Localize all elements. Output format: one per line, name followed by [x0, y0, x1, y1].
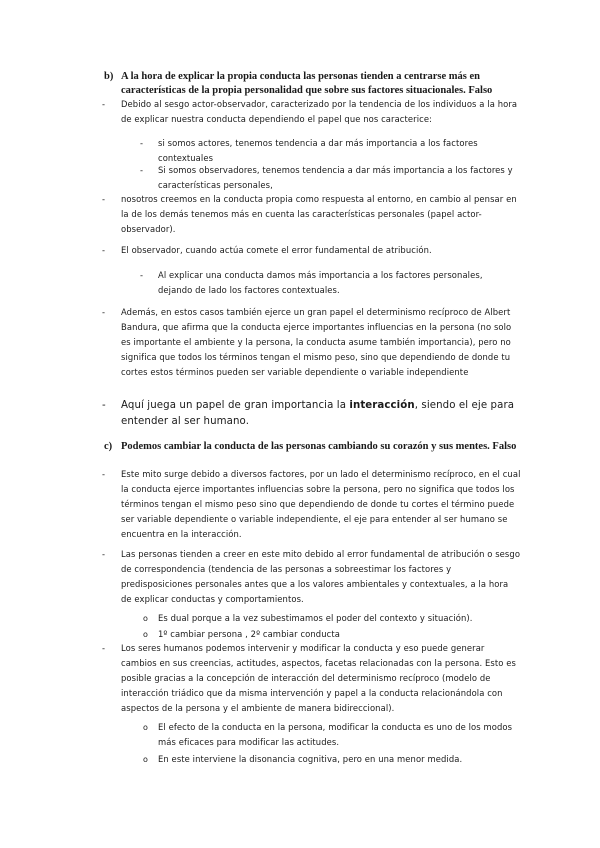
circle-bullet-text: Es dual porque a la vez subestimamos el poder del contexto y situación).	[158, 613, 473, 623]
dash-marker: -	[102, 400, 106, 411]
dash-marker: -	[102, 549, 106, 559]
section-b-heading-text: A la hora de explicar la propia conducta las personas tienden a centrarse más en características de la propia personalidad que sobre sus factores situacionales. Falso	[121, 71, 493, 96]
paragraph-text: El observador, cuando actúa comete el error fundamental de atribución.	[121, 245, 432, 255]
paragraph-text: Los seres humanos podemos intervenir y modificar la conducta y eso puede generar cambios en sus creencias, actitudes, aspectos, facetas relacionadas con la persona. Esto es posible gracias a la concepción de interacción del determinismo recíproco (modelo de interacción triádico que da misma intervención y papel a la conducta relacionándola con aspectos de la persona y el ambiente de manera bidireccional).	[121, 643, 516, 713]
sub-bullet-text: Si somos observadores, tenemos tendencia a dar más importancia a los factores y características personales,	[158, 165, 513, 190]
bold-term: interacción	[349, 400, 415, 411]
circle-marker: o	[143, 614, 148, 623]
paragraph-text: Debido al sesgo actor-observador, caracterizado por la tendencia de los individuos a la hora de explicar nuestra conducta dependiendo el papel que nos caracterice:	[121, 99, 518, 124]
circle-marker: o	[143, 723, 148, 732]
section-c-marker: c)	[104, 441, 113, 452]
text-span: , siendo el eje para entender al ser humano.	[121, 400, 515, 427]
dash-marker: -	[102, 99, 106, 109]
section-b-marker: b)	[104, 71, 114, 82]
text-span: Aquí juega un papel de gran importancia la	[121, 400, 350, 411]
circle-marker: o	[143, 630, 148, 639]
sub-bullet-text: Al explicar una conducta damos más importancia a los factores personales, dejando de lado los factores contextuales.	[158, 270, 483, 295]
paragraph-text	[121, 398, 521, 430]
paragraph-text: Este mito surge debido a diversos factores, por un lado el determinismo recíproco, en el cual la conducta ejerce importantes influencias sobre la persona, pero no significa que todos los términos tengan el mismo peso sino que dependiendo de donde tu cortes el término puede ser variable dependiente o variable independiente, el eje para entender al ser humano se encuentra en la interacción.	[121, 469, 521, 539]
circle-marker: o	[143, 755, 148, 764]
circle-bullet-text: El efecto de la conducta en la persona, modificar la conducta es uno de los modos más eficaces para modificar las actitudes.	[158, 722, 513, 747]
section-c-heading-text: Podemos cambiar la conducta de las personas cambiando su corazón y sus mentes. Falso	[121, 441, 517, 452]
dash-marker: -	[102, 245, 106, 255]
sub-bullet-text: si somos actores, tenemos tendencia a dar más importancia a los factores contextuales	[158, 138, 478, 163]
dash-marker: -	[140, 270, 144, 280]
dash-marker: -	[102, 469, 106, 479]
paragraph-text: Las personas tienden a creer en este mito debido al error fundamental de atribución o sesgo de correspondencia (tendencia de las personas a sobreestimar los factores y predisposiciones personales antes que a los valores ambientales y contextuales, a la hora de explicar conductas y comportamientos.	[121, 549, 521, 604]
dash-marker: -	[102, 307, 106, 317]
circle-bullet-text: 1º cambiar persona , 2º cambiar conducta	[158, 629, 340, 639]
dash-marker: -	[102, 643, 106, 653]
paragraph-text: Además, en estos casos también ejerce un gran papel el determinismo recíproco de Albert Bandura, que afirma que la conducta ejerce importantes influencias en la persona (no solo es importante el ambiente y la persona, la conducta asume también importancia), pero no significa que todos los términos tengan el mismo peso, sino que dependiendo de donde tu cortes estos términos pueden ser variable dependiente o variable independiente	[121, 307, 512, 377]
dash-marker: -	[140, 165, 144, 175]
circle-bullet-text: En este interviene la disonancia cognitiva, pero en una menor medida.	[158, 754, 463, 764]
dash-marker: -	[102, 194, 106, 204]
dash-marker: -	[140, 138, 144, 148]
paragraph-text: nosotros creemos en la conducta propia como respuesta al entorno, en cambio al pensar en la de los demás tenemos más en cuenta las características personales (papel actor-observador).	[121, 194, 517, 234]
